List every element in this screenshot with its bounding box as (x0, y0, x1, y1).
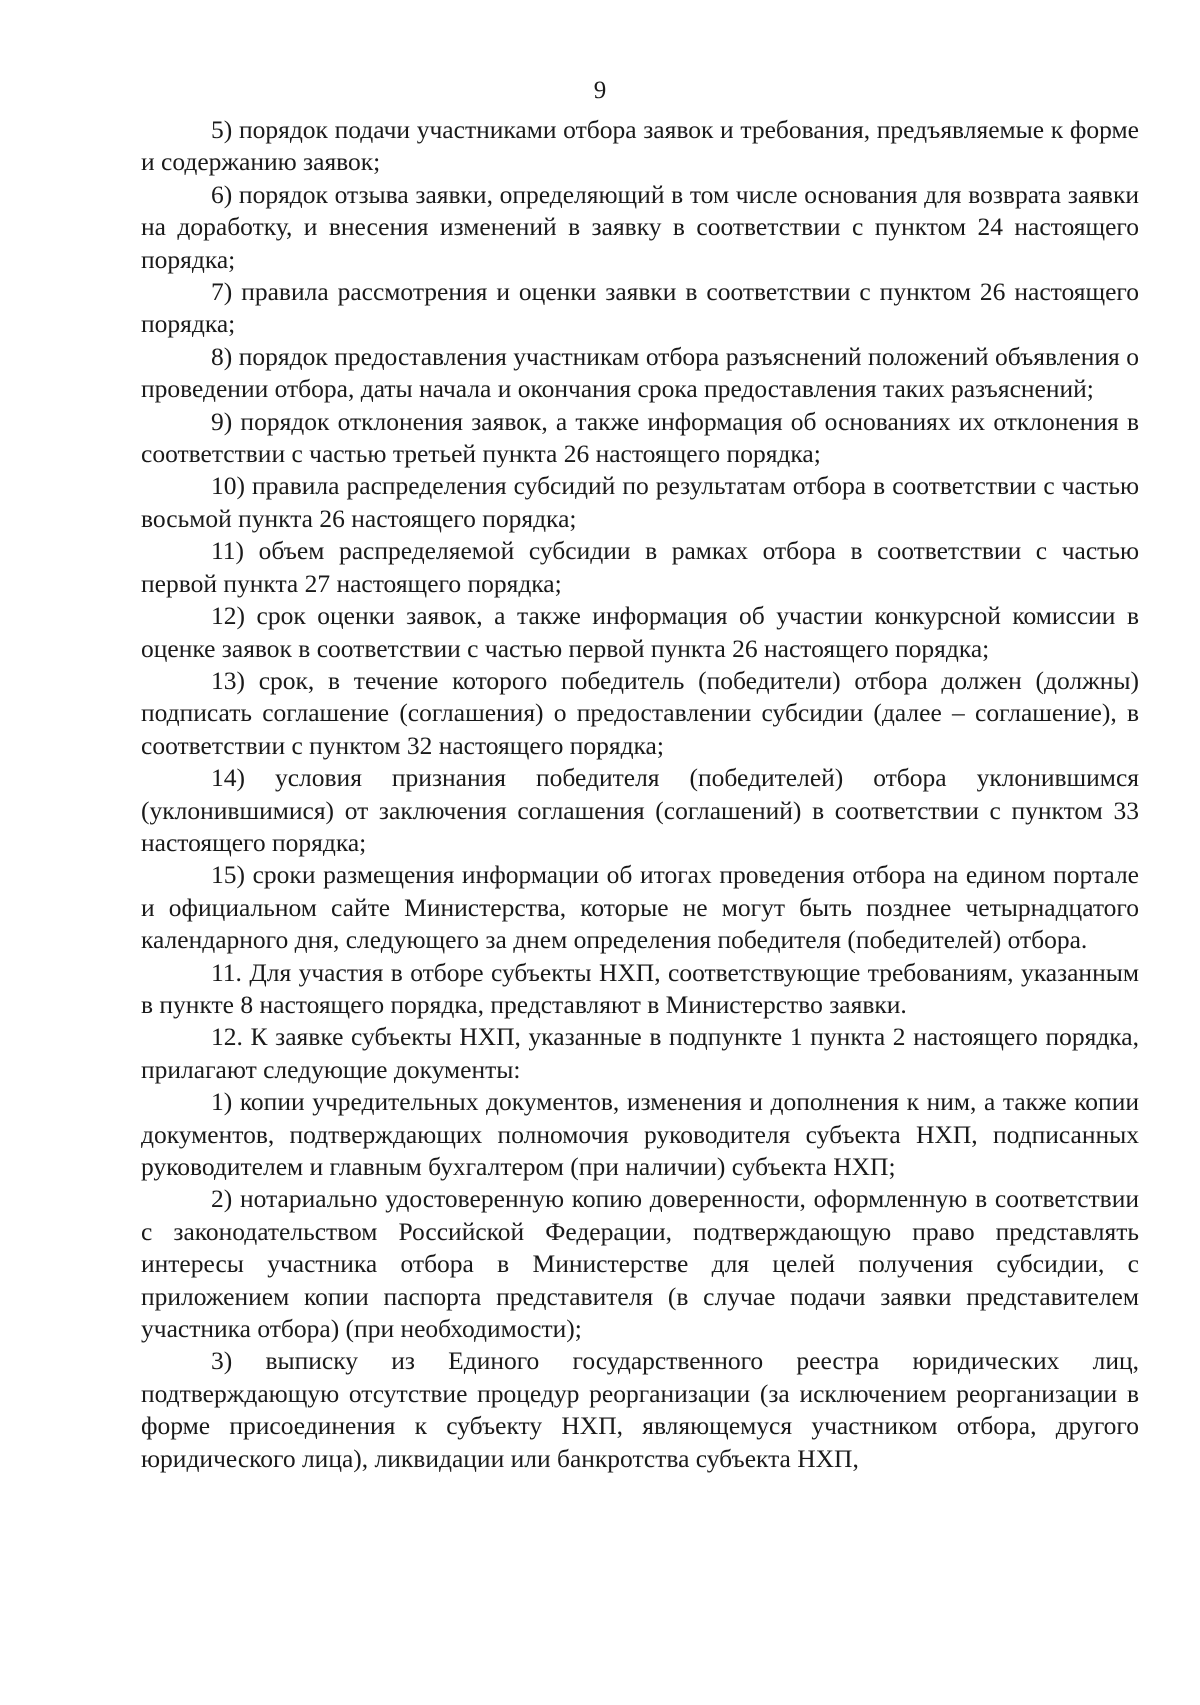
paragraph-item-9: 9) порядок отклонения заявок, а также информация об основаниях их отклонения в соответствии с частью третьей пункта 26 настоящего порядка; (141, 406, 1139, 469)
paragraph-item-10: 10) правила распределения субсидий по результатам отбора в соответствии с частью восьмой пункта 26 настоящего порядка; (141, 471, 1139, 533)
paragraph-item-13: 13) срок, в течение которого победитель (победители) отбора должен (должны) подписать соглашение (соглашения) о предоставлении субсидии (далее – соглашение), в соответствии с пунктом 32 настоящего порядка; (141, 665, 1139, 760)
document-body (141, 114, 1139, 1475)
clause-12-item-2: 2) нотариально удостоверенную копию доверенности, оформленную в соответствии с законодательством Российской Федерации, подтверждающую право представлять интересы участника отбора в Министерстве для целей получения субсидии, с приложением копии паспорта представителя (в случае подачи заявки представителем участника отбора) (при необходимости); (141, 1184, 1139, 1344)
paragraph-item-6: 6) порядок отзыва заявки, определяющий в том числе основания для возврата заявки на доработку, и внесения изменений в заявку в соответствии с пунктом 24 настоящего порядка; (141, 179, 1139, 274)
page-number: 9 (593, 77, 607, 104)
paragraph-item-14: 14) условия признания победителя (победителей) отбора уклонившимся (уклонившимися) от заключения соглашения (соглашений) в соответствии с пунктом 33 настоящего порядка; (141, 763, 1139, 857)
paragraph-item-8: 8) порядок предоставления участникам отбора разъяснений положений объявления о проведении отбора, даты начала и окончания срока предоставления таких разъяснений; (141, 341, 1139, 404)
clause-12: 12. К заявке субъекты НХП, указанные в подпункте 1 пункта 2 настоящего порядка, прилагают следующие документы: (141, 1022, 1139, 1084)
paragraph-item-7: 7) правила рассмотрения и оценки заявки в соответствии с пунктом 26 настоящего порядка; (141, 277, 1139, 339)
paragraph-item-15: 15) сроки размещения информации об итогах проведения отбора на едином портале и официальном сайте Министерства, которые не могут быть позднее четырнадцатого календарного дня, следующего за днем определения победителя (победителей) отбора. (141, 860, 1139, 955)
clause-11: 11. Для участия в отборе субъекты НХП, соответствующие требованиям, указанным в пункте 8 настоящего порядка, представляют в Министерство заявки. (141, 957, 1139, 1019)
paragraph-item-12: 12) срок оценки заявок, а также информация об участии конкурсной комиссии в оценке заявок в соответствии с частью первой пункта 26 настоящего порядка; (141, 601, 1139, 663)
clause-12-item-1: 1) копии учредительных документов, изменения и дополнения к ним, а также копии документов, подтверждающих полномочия руководителя субъекта НХП, подписанных руководителем и главным бухгалтером (при наличии) субъекта НХП; (141, 1087, 1139, 1181)
paragraph-item-5: 5) порядок подачи участниками отбора заявок и требования, предъявляемые к форме и содержанию заявок; (141, 115, 1139, 177)
paragraph-item-11: 11) объем распределяемой субсидии в рамках отбора в соответствии с частью первой пункта 27 настоящего порядка; (141, 536, 1139, 598)
clause-12-item-3: 3) выписку из Единого государственного реестра юридических лиц, подтверждающую отсутствие процедур реорганизации (за исключением реорганизации в форме присоединения к субъекту НХП, являющемуся участником отбора, другого юридического лица), ликвидации или банкротства субъекта НХП, (141, 1346, 1139, 1473)
